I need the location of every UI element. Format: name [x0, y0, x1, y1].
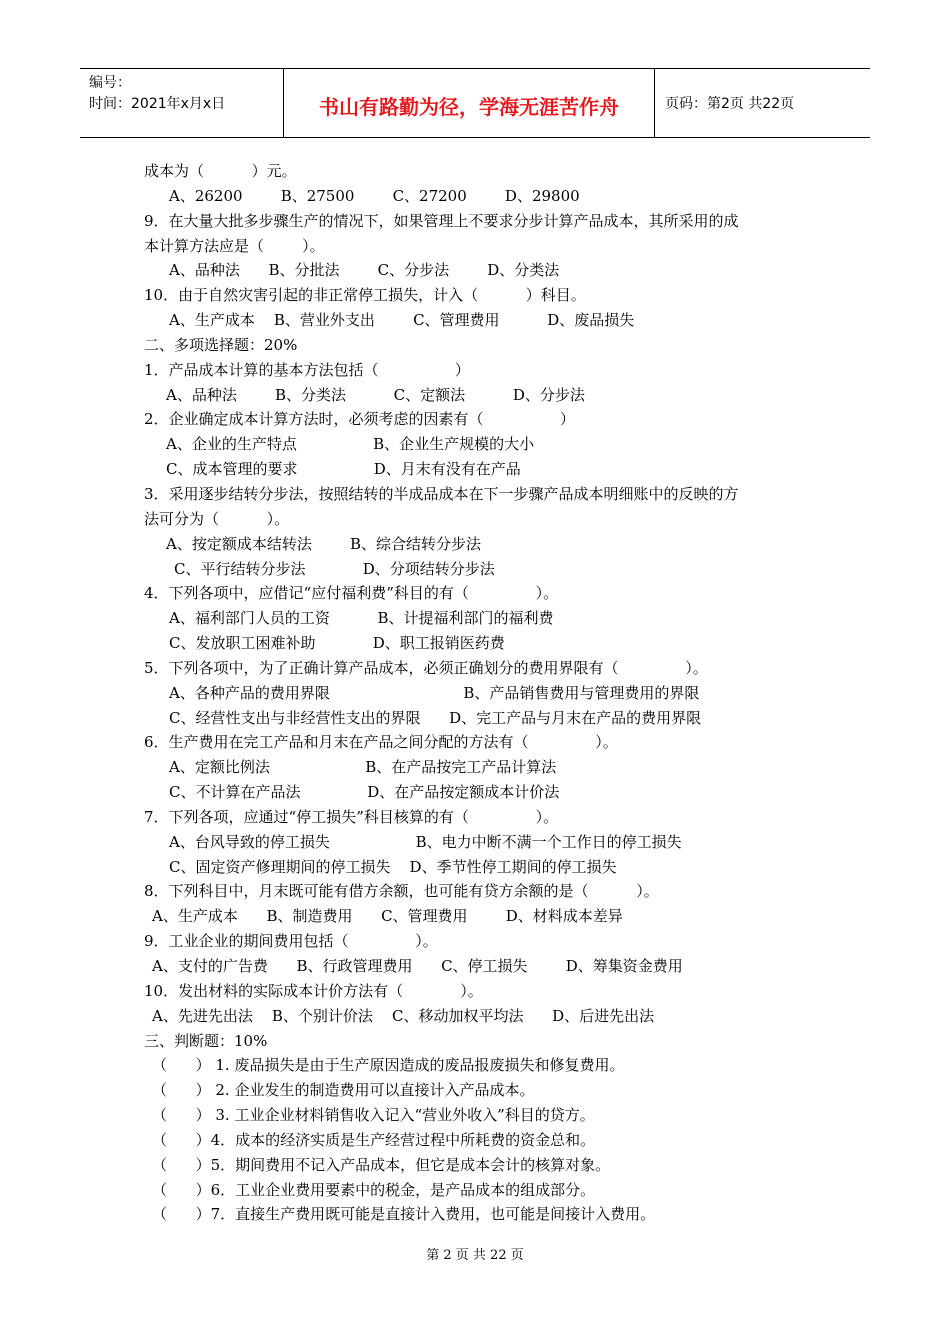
- text-line: （ ）5．期间费用不记入产品成本，但它是成本会计的核算对象。: [152, 1155, 611, 1174]
- text-line: C、经营性支出与非经营性支出的界限 D、完工产品与月末在产品的费用界限: [169, 708, 702, 727]
- text-line: 6．生产费用在完工产品和月末在产品之间分配的方法有（ ）。: [144, 733, 618, 752]
- text-line: A、企业的生产特点 B、企业生产规模的大小: [166, 435, 535, 454]
- text-line: 4．下列各项中，应借记“应付福利费”科目的有（ ）。: [144, 584, 559, 603]
- text-line: 法可分为（ ）。: [144, 509, 290, 528]
- text-line: 10．由于自然灾害引起的非正常停工损失，计入（ ）科目。: [144, 286, 586, 305]
- text-line: C、成本管理的要求 D、月末有没有在产品: [166, 460, 521, 479]
- text-line: 3．采用逐步结转分步法，按照结转的半成品成本在下一步骤产品成本明细账中的反映的方: [144, 484, 739, 503]
- text-line: A、定额比例法 B、在产品按完工产品计算法: [169, 758, 557, 777]
- text-line: 2．企业确定成本计算方法时，必须考虑的因素有（ ）: [144, 410, 575, 429]
- header-motto: 书山有路勤为径，学海无涯苦作舟: [284, 69, 655, 137]
- text-line: （ ）7．直接生产费用既可能是直接计入费用，也可能是间接计入费用。: [152, 1205, 656, 1224]
- text-line: 9．在大量大批多步骤生产的情况下，如果管理上不要求分步计算产品成本，其所采用的成: [144, 211, 739, 230]
- text-line: （ ）4．成本的经济实质是生产经营过程中所耗费的资金总和。: [152, 1130, 596, 1149]
- text-line: （ ） 3. 工业企业材料销售收入记入“营业外收入”科目的贷方。: [152, 1106, 595, 1125]
- document-body: [144, 159, 834, 1227]
- text-line: 1．产品成本计算的基本方法包括（ ）: [144, 360, 470, 379]
- page-header: [80, 68, 870, 138]
- text-line: C、不计算在产品法 D、在产品按定额成本计价法: [169, 783, 560, 802]
- text-line: （ ） 1. 废品损失是由于生产原因造成的废品报废损失和修复费用。: [152, 1056, 625, 1075]
- text-line: （ ） 2. 企业发生的制造费用可以直接计入产品成本。: [152, 1081, 535, 1100]
- time-label: 时间：2021年x月x日: [89, 96, 226, 112]
- text-line: （ ）6．工业企业费用要素中的税金，是产品成本的组成部分。: [152, 1180, 596, 1199]
- text-line: A、26200 B、27500 C、27200 D、29800: [169, 186, 580, 205]
- text-line: 成本为（ ）元。: [144, 162, 297, 180]
- number-label: 编号：: [89, 75, 131, 91]
- text-line: A、台风导致的停工损失 B、电力中断不满一个工作日的停工损失: [169, 832, 682, 851]
- text-line: 10．发出材料的实际成本计价方法有（ ）。: [144, 981, 483, 1000]
- text-line: C、发放职工困难补助 D、职工报销医药费: [169, 634, 505, 653]
- page-footer: 第 2 页 共 22 页: [426, 1248, 524, 1263]
- header-meta: [80, 69, 284, 137]
- text-line: C、固定资产修理期间的停工损失 D、季节性停工期间的停工损失: [169, 857, 617, 876]
- text-line: A、品种法 B、分类法 C、定额法 D、分步法: [166, 385, 585, 404]
- text-line: A、生产成本 B、营业外支出 C、管理费用 D、废品损失: [169, 311, 635, 330]
- text-line: C、平行结转分步法 D、分项结转分步法: [174, 559, 495, 578]
- text-line: 本计算方法应是（ ）。: [144, 236, 325, 255]
- text-line: A、生产成本 B、制造费用 C、管理费用 D、材料成本差异: [152, 907, 623, 926]
- text-line: A、支付的广告费 B、行政管理费用 C、停工损失 D、筹集资金费用: [152, 957, 683, 975]
- header-page-info: 页码：第2页 共22页: [665, 96, 795, 112]
- text-line: A、品种法 B、分批法 C、分步法 D、分类法: [169, 261, 560, 280]
- text-line: 二、多项选择题：20%: [144, 335, 298, 354]
- text-line: A、各种产品的费用界限 B、产品销售费用与管理费用的界限: [169, 683, 700, 702]
- text-line: 9．工业企业的期间费用包括（ ）。: [144, 932, 438, 951]
- text-line: A、按定额成本结转法 B、综合结转分步法: [166, 534, 482, 553]
- text-line: A、福利部门人员的工资 B、计提福利部门的福利费: [169, 609, 554, 628]
- text-line: 5．下列各项中，为了正确计算产品成本，必须正确划分的费用界限有（ ）。: [144, 658, 708, 677]
- text-line: 8．下列科目中，月末既可能有借方余额，也可能有贷方余额的是（ ）。: [144, 882, 659, 901]
- text-line: A、先进先出法 B、个别计价法 C、移动加权平均法 D、后进先出法: [152, 1006, 655, 1025]
- text-line: 7．下列各项，应通过“停工损失”科目核算的有（ ）。: [144, 807, 559, 826]
- text-line: 三、判断题：10%: [144, 1031, 268, 1050]
